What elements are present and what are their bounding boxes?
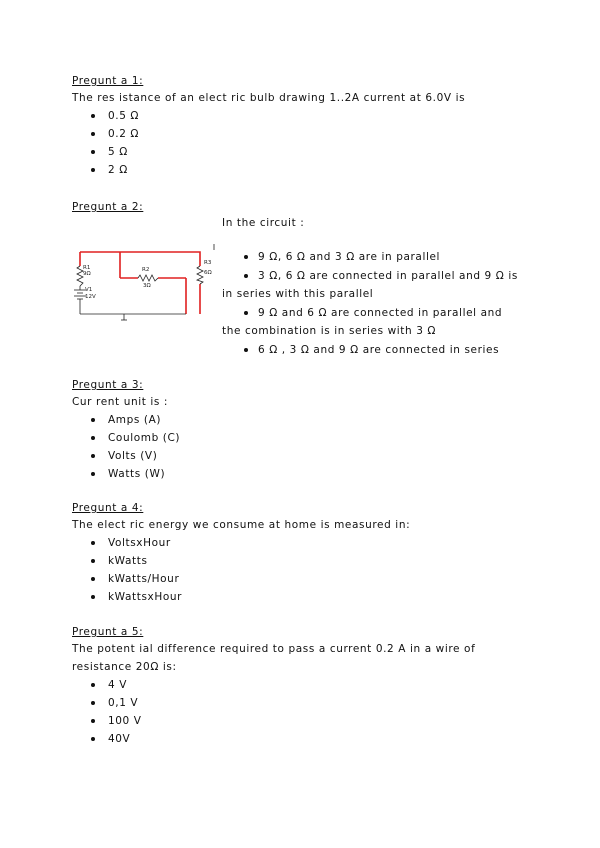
resistor-r3-symbol [197, 266, 203, 284]
question-2-text: In the circuit : [222, 217, 305, 229]
question-4-options [72, 534, 532, 606]
question-2-option-4[interactable]: 6 Ω , 3 Ω and 9 Ω are connected in series [222, 341, 522, 360]
question-2-option-2[interactable]: 3 Ω, 6 Ω are connected in parallel and 9 Ω is in series with this parallel [222, 267, 522, 304]
question-1-option-4[interactable]: 2 Ω [72, 161, 532, 179]
question-1-option-1[interactable]: 0.5 Ω [72, 107, 532, 125]
circuit-diagram [68, 244, 218, 326]
question-4-text: The elect ric energy we consume at home is measured in: [72, 519, 411, 531]
question-2-option-3[interactable]: 9 Ω and 6 Ω are connected in parallel and the combination is in series with 3 Ω [222, 304, 522, 341]
r3-value: 6Ω [204, 270, 212, 276]
question-4-title: Pregunt a 4: [72, 502, 144, 514]
question-5-option-3[interactable]: 100 V [72, 712, 522, 730]
question-3-option-2[interactable]: Coulomb (C) [72, 429, 532, 447]
question-2-content [222, 214, 522, 359]
r1-label: R1 [83, 265, 91, 271]
question-4-option-1[interactable]: VoltsxHour [72, 534, 532, 552]
question-1-option-2[interactable]: 0.2 Ω [72, 125, 532, 143]
question-1-option-3[interactable]: 5 Ω [72, 143, 532, 161]
question-3-option-3[interactable]: Volts (V) [72, 447, 532, 465]
resistor-r2-symbol [138, 275, 158, 281]
question-5-option-4[interactable]: 40V [72, 730, 522, 748]
v1-label: V1 [85, 287, 93, 293]
question-1 [72, 73, 532, 179]
question-1-text: The res istance of an elect ric bulb drawing 1..2A current at 6.0V is [72, 92, 466, 104]
question-5 [72, 624, 522, 748]
question-3 [72, 377, 532, 483]
question-3-options [72, 411, 532, 483]
question-3-title: Pregunt a 3: [72, 379, 144, 391]
r1-value: 9Ω [83, 271, 91, 277]
circuit-wires [80, 252, 200, 314]
r2-label: R2 [142, 267, 150, 273]
r3-label: R3 [204, 260, 212, 266]
question-1-options [72, 107, 532, 179]
question-5-title: Pregunt a 5: [72, 626, 144, 638]
question-4-option-3[interactable]: kWatts/Hour [72, 570, 532, 588]
question-5-option-2[interactable]: 0,1 V [72, 694, 522, 712]
question-5-options [72, 676, 522, 748]
question-4 [72, 500, 532, 606]
question-3-option-4[interactable]: Watts (W) [72, 465, 532, 483]
question-2 [72, 199, 143, 215]
question-5-text: The potent ial difference required to pass a current 0.2 A in a wire of resistance 20Ω is: [72, 643, 476, 673]
question-3-option-1[interactable]: Amps (A) [72, 411, 532, 429]
question-2-option-1[interactable]: 9 Ω, 6 Ω and 3 Ω are in parallel [222, 248, 522, 267]
question-2-title: Pregunt a 2: [72, 201, 144, 213]
question-3-text: Cur rent unit is : [72, 396, 169, 408]
v1-value: 12V [85, 294, 96, 300]
question-5-option-1[interactable]: 4 V [72, 676, 522, 694]
question-1-title: Pregunt a 1: [72, 75, 144, 87]
r2-value: 3Ω [143, 283, 151, 289]
question-2-options [222, 248, 522, 359]
question-4-option-2[interactable]: kWatts [72, 552, 532, 570]
question-4-option-4[interactable]: kWattsxHour [72, 588, 532, 606]
